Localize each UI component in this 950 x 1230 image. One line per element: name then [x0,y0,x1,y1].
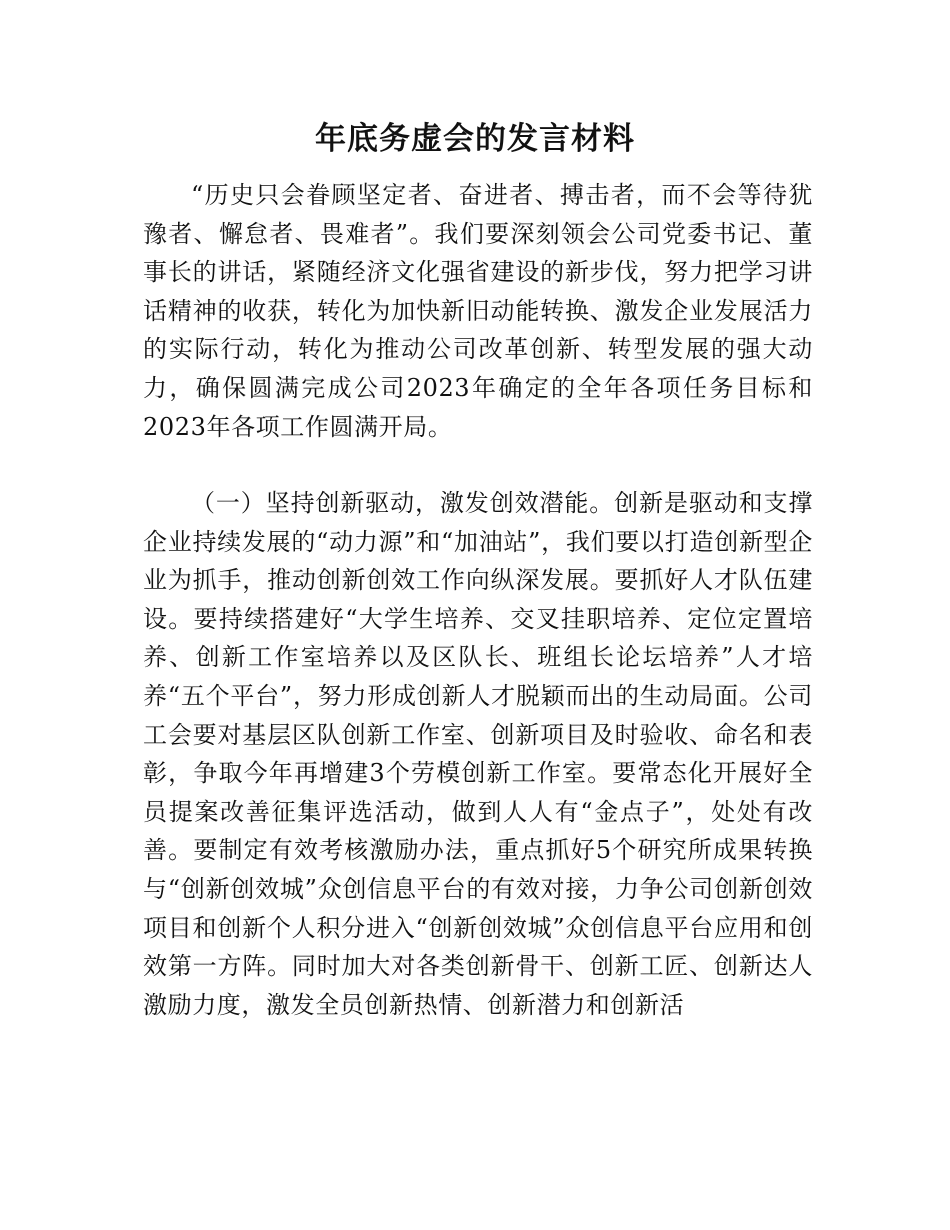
paragraph-innovation: （一）坚持创新驱动，激发创效潜能。创新是驱动和支撑企业持续发展的“动力源”和“加油站”，我们要以打造创新型企业为抓手，推动创新创效工作向纵深发展。要抓好人才队伍建设。要持续搭建好“大学生培养、交叉挂职培养、定位定置培养、创新工作室培养以及区队长、班组长论坛培养”人才培养“五个平台”，努力形成创新人才脱颖而出的生动局面。公司工会要对基层区队创新工作室、创新项目及时验收、命名和表彰，争取今年再增建3个劳模创新工作室。要常态化开展好全员提案改善征集评选活动，做到人人有“金点子”，处处有改善。要制定有效考核激励办法，重点抓好5个研究所成果转换与“创新创效城”众创信息平台的有效对接，力争公司创新创效项目和创新个人积分进入“创新创效城”众创信息平台应用和创效第一方阵。同时加大对各类创新骨干、创新工匠、创新达人激励力度，激发全员创新热情、创新潜力和创新活 [143,489,813,1019]
document-title: 年底务虚会的发言材料 [315,121,635,157]
paragraph-intro: “历史只会眷顾坚定者、奋进者、搏击者，而不会等待犹豫者、懈怠者、畏难者”。我们要深刻领会公司党委书记、董事长的讲话，紧随经济文化强省建设的新步伐，努力把学习讲话精神的收获，转化为加快新旧动能转换、激发企业发展活力的实际行动，转化为推动公司改革创新、转型发展的强大动力，确保圆满完成公司2023年确定的全年各项任务目标和2023年各项工作圆满开局。 [143,181,813,441]
